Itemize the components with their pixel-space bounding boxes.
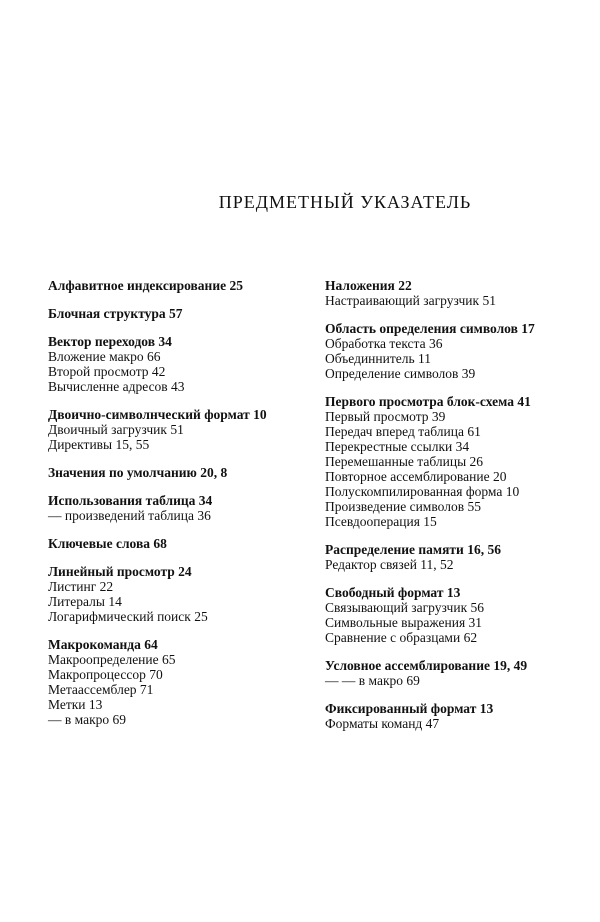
- index-entry: Полускомпилированная форма 10: [325, 484, 520, 499]
- index-entry: Сравнение с образцами 62: [325, 630, 478, 645]
- index-entry: Алфавитное индексирование 25: [48, 278, 243, 293]
- index-entry: Листинг 22: [48, 579, 114, 594]
- index-entry: Блочная структура 57: [48, 306, 183, 321]
- index-entry: Распределение памяти 16, 56: [325, 542, 501, 557]
- index-entry: Вложение макро 66: [48, 349, 161, 364]
- index-entry: Вычисленне адресов 43: [48, 379, 185, 394]
- index-group: [48, 536, 318, 551]
- index-group: [325, 701, 590, 731]
- index-entry: Условное ассемблирование 19, 49: [325, 658, 528, 673]
- index-entry: Вектор переходов 34: [48, 334, 172, 349]
- page-title: ПРЕДМЕТНЫЙ УКАЗАТЕЛЬ: [218, 192, 472, 212]
- index-entry: — произведений таблица 36: [48, 508, 211, 523]
- index-entry: Первого просмотра блок-схема 41: [325, 394, 531, 409]
- index-group: [48, 493, 318, 523]
- index-entry: Двоичный загрузчик 51: [48, 422, 184, 437]
- index-group: [48, 407, 318, 452]
- index-group: [325, 394, 590, 529]
- index-entry: Директивы 15, 55: [48, 437, 150, 452]
- index-group: [325, 278, 590, 308]
- index-group: [325, 542, 590, 572]
- index-entry: Макропроцессор 70: [48, 667, 163, 682]
- index-group: [325, 321, 590, 381]
- index-group: [48, 306, 318, 321]
- index-entry: Свободный формат 13: [325, 585, 461, 600]
- index-entry: Фиксированный формат 13: [325, 701, 494, 716]
- index-entry: Перекрестные ссылки 34: [325, 439, 470, 454]
- index-entry: Двоично-символнческий формат 10: [48, 407, 267, 422]
- index-entry: Метки 13: [48, 697, 103, 712]
- index-column-left: [48, 278, 318, 740]
- index-entry: Литералы 14: [48, 594, 122, 609]
- index-column-right: [325, 278, 590, 744]
- index-entry: Передач вперед таблица 61: [325, 424, 481, 439]
- index-group: [48, 637, 318, 727]
- index-entry: Объединнитель 11: [325, 351, 432, 366]
- index-group: [48, 564, 318, 624]
- index-group: [48, 465, 318, 480]
- index-group: [48, 278, 318, 293]
- index-entry: — — в макро 69: [325, 673, 420, 688]
- index-entry: Макроопределение 65: [48, 652, 176, 667]
- index-entry: Перемешанные таблицы 26: [325, 454, 484, 469]
- index-entry: Второй просмотр 42: [48, 364, 166, 379]
- index-entry: Использования таблица 34: [48, 493, 213, 508]
- index-entry: Форматы команд 47: [325, 716, 440, 731]
- index-entry: Первый просмотр 39: [325, 409, 446, 424]
- index-entry: Определение символов 39: [325, 366, 476, 381]
- index-entry: Настраивающий загрузчик 51: [325, 293, 496, 308]
- index-entry: Ключевые слова 68: [48, 536, 167, 551]
- index-entry: Логарифмический поиск 25: [48, 609, 208, 624]
- index-entry: Метаассемблер 71: [48, 682, 154, 697]
- index-entry: Связывающий загрузчик 56: [325, 600, 485, 615]
- index-entry: Область определения символов 17: [325, 321, 535, 336]
- index-entry: — в макро 69: [48, 712, 127, 727]
- index-entry: Редактор связей 11, 52: [325, 557, 454, 572]
- index-group: [48, 334, 318, 394]
- index-entry: Макрокоманда 64: [48, 637, 158, 652]
- index-entry: Псевдооперация 15: [325, 514, 437, 529]
- index-entry: Обработка текста 36: [325, 336, 443, 351]
- index-entry: Символьные выражения 31: [325, 615, 483, 630]
- index-entry: Наложения 22: [325, 278, 412, 293]
- index-entry: Произведение символов 55: [325, 499, 481, 514]
- index-group: [325, 658, 590, 688]
- index-entry: Линейный просмотр 24: [48, 564, 192, 579]
- index-entry: Повторное ассемблирование 20: [325, 469, 507, 484]
- index-entry: Значения по умолчанию 20, 8: [48, 465, 228, 480]
- index-group: [325, 585, 590, 645]
